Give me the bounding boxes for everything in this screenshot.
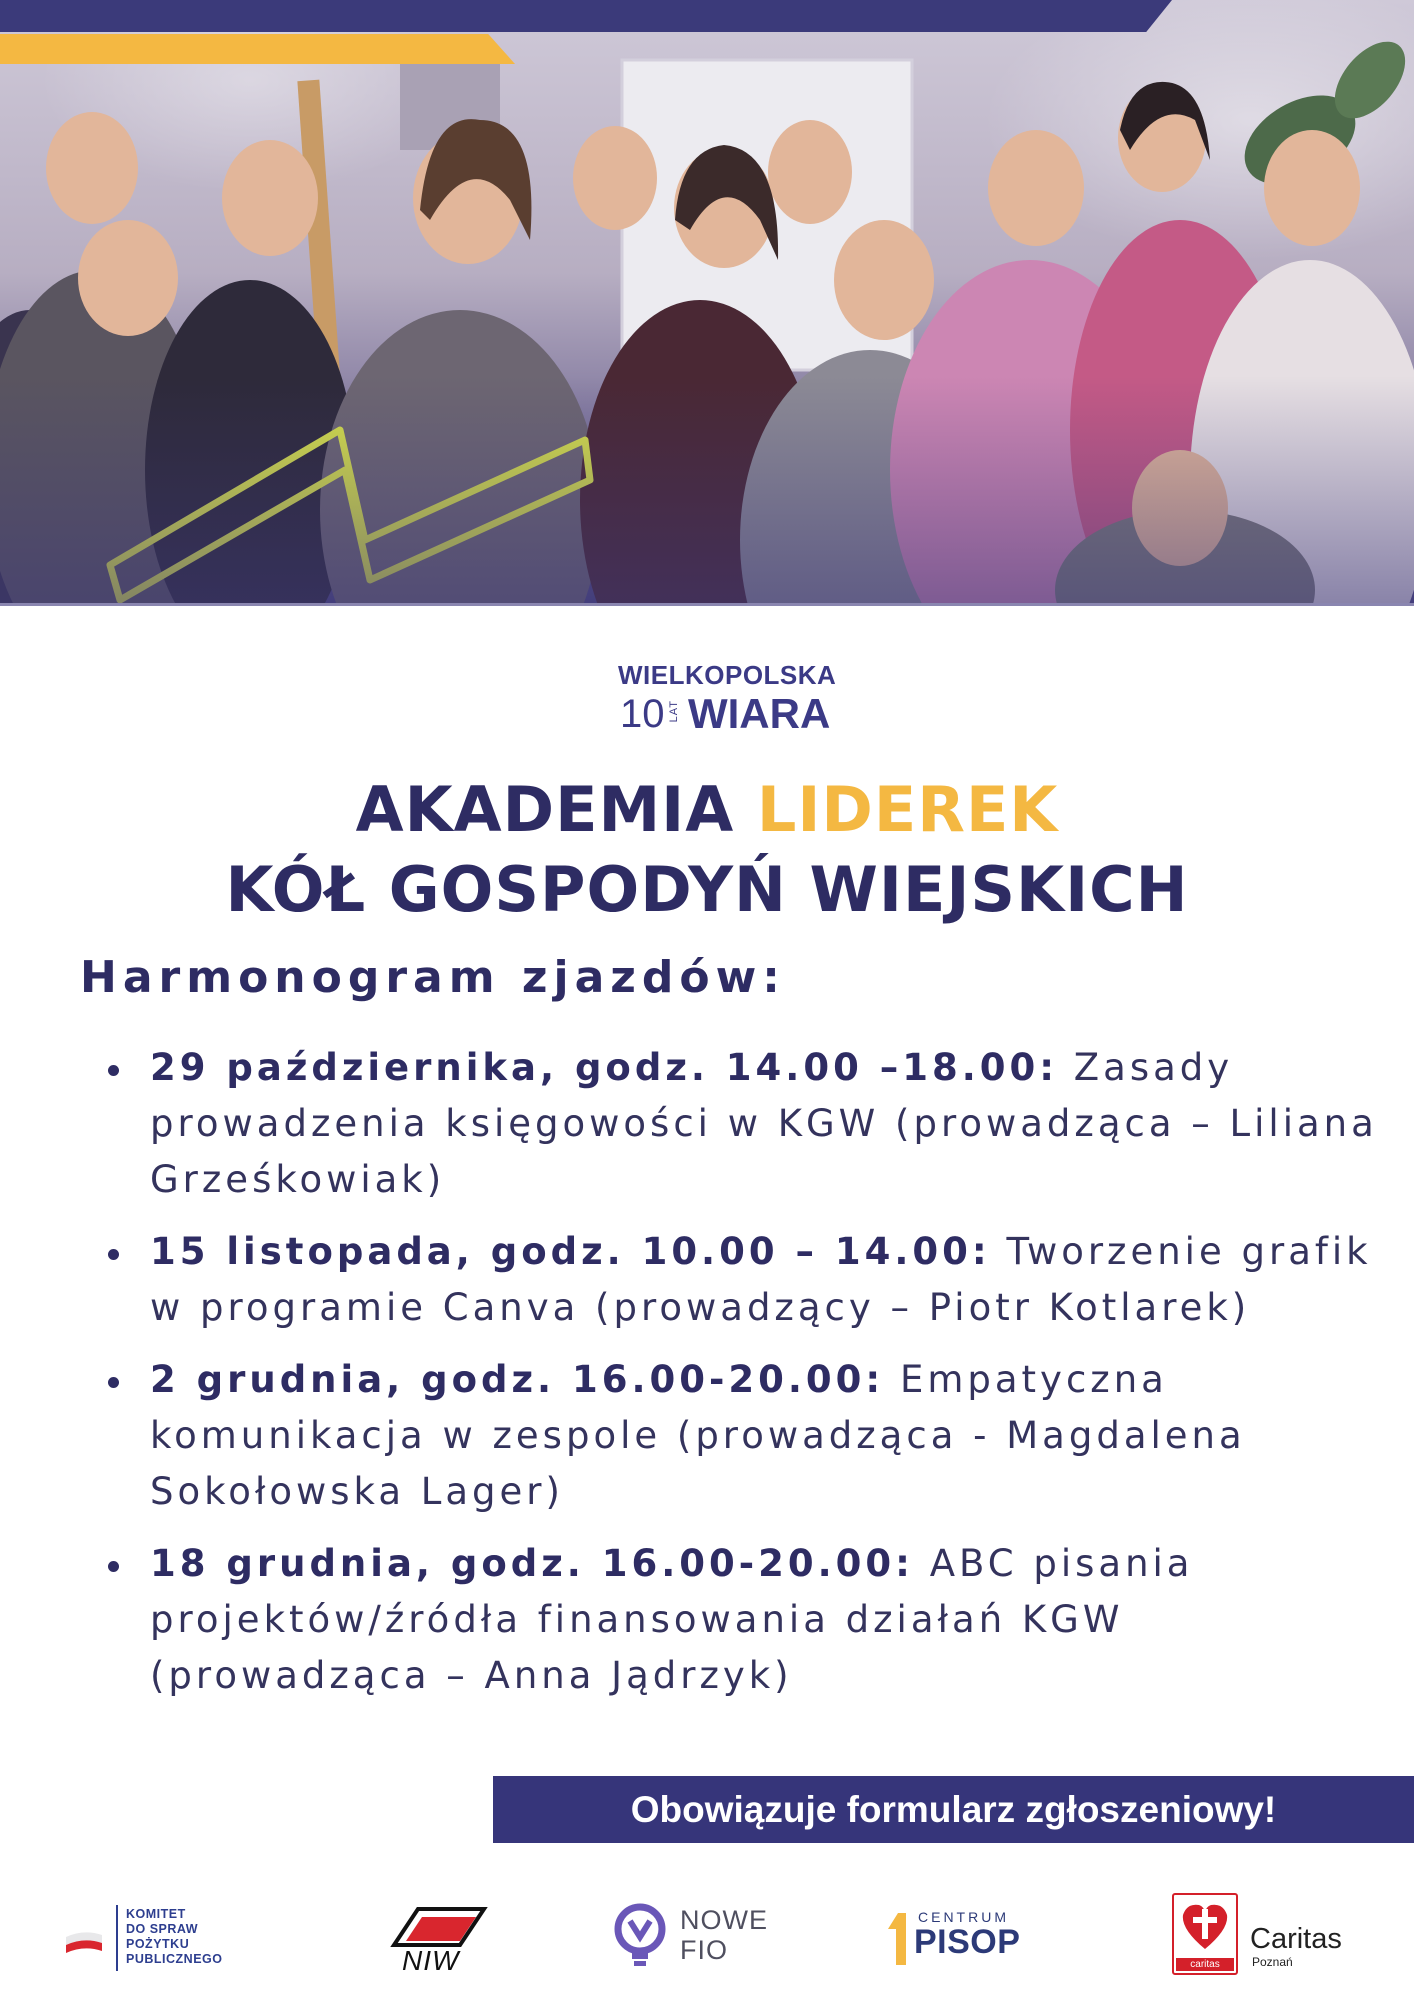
niw-flag-icon: [380, 1905, 490, 1949]
caritas-name: Caritas: [1250, 1923, 1342, 1955]
nowe-fio-line-1: NOWE: [680, 1905, 768, 1935]
schedule-item-when: 18 grudnia, godz. 16.00-20.00:: [150, 1542, 914, 1585]
wielkopolska-wiara-logo: [618, 660, 837, 746]
caritas-heart-icon: [1179, 1899, 1231, 1953]
schedule-item-what: Zasady prowadzenia księgowości w KGW (prowadząca – Liliana Grześkowiak): [150, 1046, 1378, 1201]
komitet-line-4: PUBLICZNEGO: [126, 1952, 223, 1966]
schedule-item: [100, 1224, 1390, 1336]
logo-wiara: WIARA: [688, 690, 831, 737]
schedule-item: [100, 1536, 1390, 1704]
schedule-list: [100, 1040, 1390, 1720]
nowe-fio-logo: [612, 1903, 782, 1973]
schedule-item: [100, 1040, 1390, 1208]
niw-logo: [380, 1905, 490, 1975]
logo-ten: 10: [620, 692, 665, 736]
gold-accent-bar: [0, 34, 515, 64]
schedule-item-what: ABC pisania projektów/źródła finansowania działań KGW (prowadząca – Anna Jądrzyk): [150, 1542, 1194, 1697]
title-line-1: [0, 770, 1414, 850]
centrum-pisop-logo: [884, 1909, 1034, 1975]
niw-text: NIW: [402, 1945, 460, 1976]
komitet-line-1: KOMITET: [126, 1907, 186, 1921]
komitet-line-2: DO SPRAW: [126, 1922, 199, 1936]
partner-logos: [0, 1885, 1414, 1985]
komitet-logo: [64, 1905, 264, 1971]
nowe-fio-line-2: FIO: [680, 1935, 728, 1965]
caritas-badge: [1172, 1893, 1238, 1975]
caritas-logo: [1172, 1893, 1362, 1973]
caritas-city: Poznań: [1252, 1955, 1293, 1969]
title-line-2: KÓŁ GOSPODYŃ WIEJSKICH: [225, 853, 1189, 926]
page-title: [0, 770, 1414, 930]
pisop-small-text: CENTRUM: [918, 1909, 1009, 1925]
pisop-big-text: PISOP: [914, 1923, 1021, 1961]
komitet-text: [126, 1907, 222, 1967]
photo-tint: [0, 376, 1414, 606]
logo-top-text: WIELKOPOLSKA: [618, 660, 837, 690]
navy-accent-bar: [0, 0, 1172, 32]
pisop-mark-icon: [884, 1911, 912, 1967]
photo-edge: [0, 603, 1414, 606]
caritas-badge-text: caritas: [1176, 1958, 1234, 1971]
schedule-heading: Harmonogram zjazdów:: [80, 952, 786, 1003]
lightbulb-icon: [612, 1903, 672, 1973]
schedule-item-when: 15 listopada, godz. 10.00 – 14.00:: [150, 1230, 991, 1273]
schedule-item-when: 29 października, godz. 14.00 –18.00:: [150, 1046, 1059, 1089]
nowe-fio-text: [680, 1905, 768, 1965]
komitet-divider: [116, 1905, 118, 1971]
title-akademia: AKADEMIA: [355, 773, 757, 846]
header-photo: [0, 0, 1414, 606]
komitet-line-3: POŻYTKU: [126, 1937, 190, 1951]
title-liderek: LIDEREK: [756, 773, 1059, 846]
schedule-item: [100, 1352, 1390, 1520]
poland-flag-icon: [64, 1927, 104, 1957]
schedule-item-when: 2 grudnia, godz. 16.00-20.00:: [150, 1358, 885, 1401]
schedule-item-what: Empatyczna komunikacja w zespole (prowadząca - Magdalena Sokołowska Lager): [150, 1358, 1246, 1513]
schedule-item-what: Tworzenie grafik w programie Canva (prowadzący – Piotr Kotlarek): [150, 1230, 1372, 1329]
registration-banner: Obowiązuje formularz zgłoszeniowy!: [493, 1776, 1414, 1843]
logo-lat: LAT: [668, 700, 680, 723]
